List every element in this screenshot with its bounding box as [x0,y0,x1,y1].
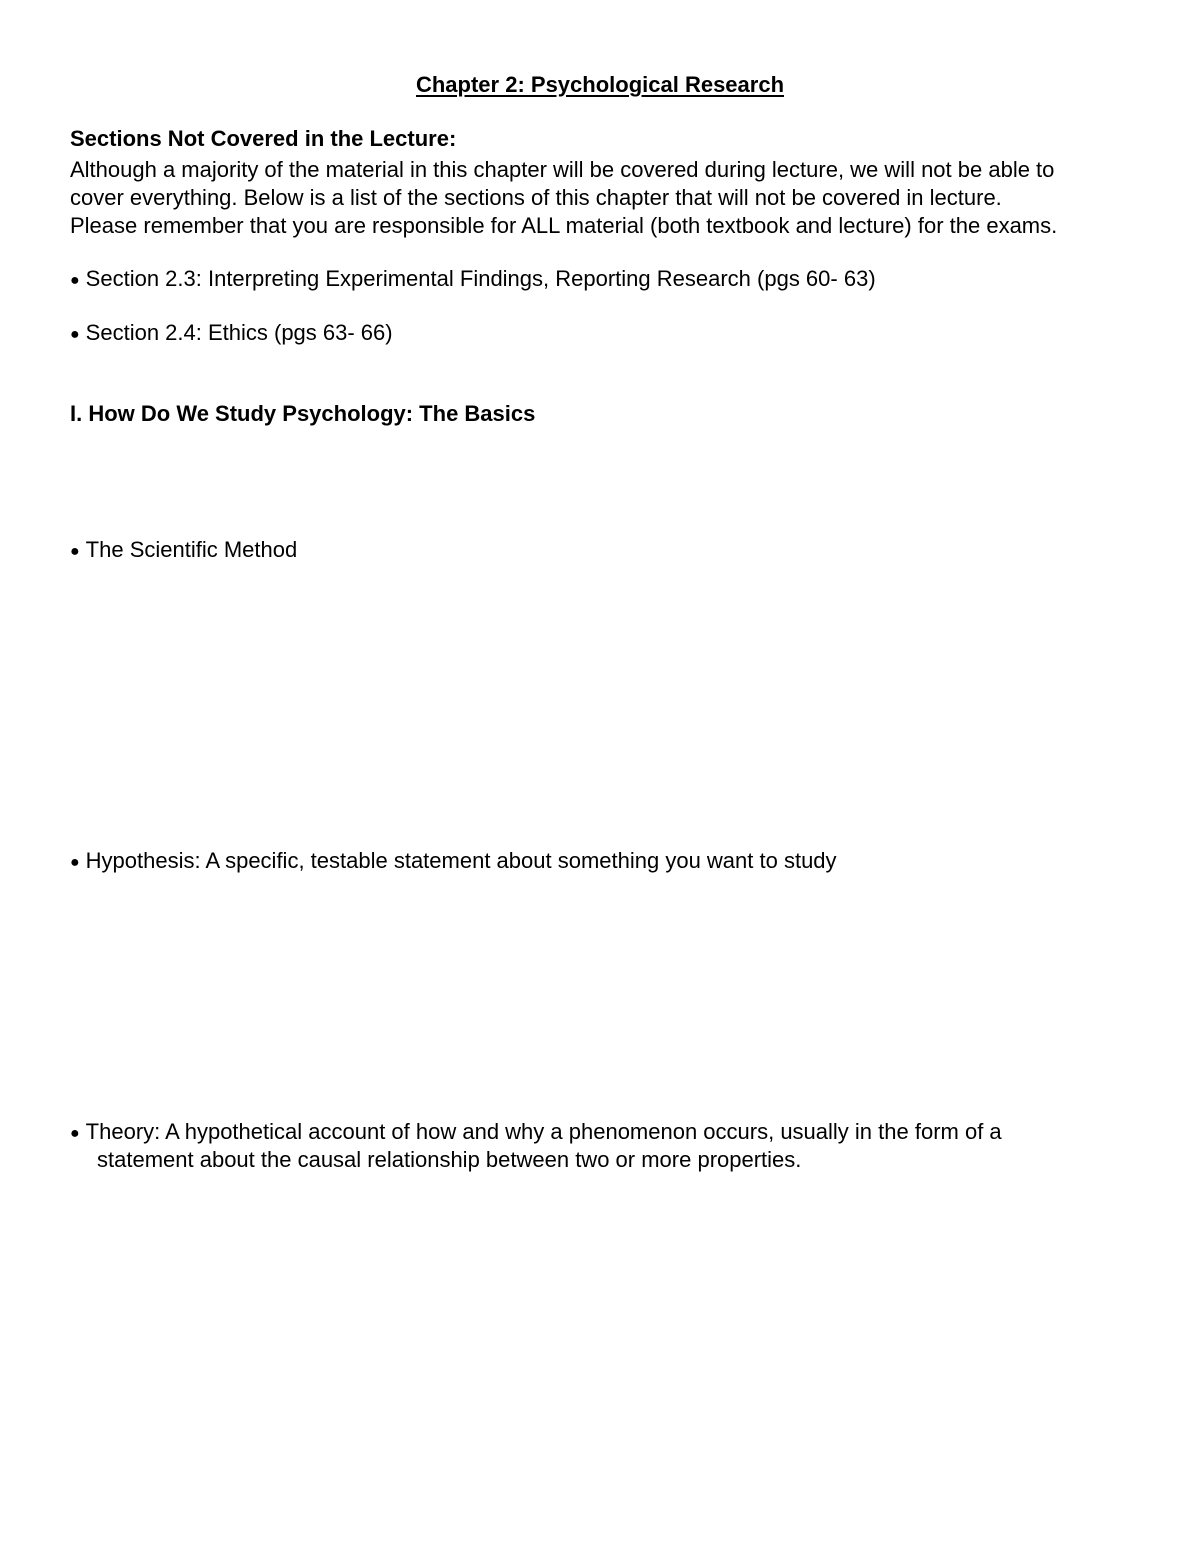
bullet-icon: ● [70,1125,80,1142]
page-title: Chapter 2: Psychological Research [415,72,785,97]
list-item-text: Theory: A hypothetical account of how and why a phenomenon occurs, usually in the form of a [85,1119,1002,1144]
theory-item [70,1118,1002,1148]
list-item-text: Section 2.3: Interpreting Experimental Findings, Reporting Research (pgs 60- 63) [85,266,876,291]
list-item-text: Section 2.4: Ethics (pgs 63- 66) [85,320,393,345]
not-covered-item-2-3 [70,265,876,295]
bullet-icon: ● [70,854,80,871]
intro-line-1: Although a majority of the material in this chapter will be covered during lecture, we will not be able to [70,157,1055,182]
list-item-text: The Scientific Method [85,537,298,562]
list-item-text: Hypothesis: A specific, testable statement about something you want to study [85,848,837,873]
bullet-icon: ● [70,272,80,289]
theory-item-continuation: statement about the causal relationship between two or more properties. [97,1147,802,1172]
hypothesis-item [70,847,837,877]
not-covered-item-2-4 [70,319,393,349]
intro-line-3: Please remember that you are responsible for ALL material (both textbook and lecture) for the exams. [70,213,1058,238]
section-one-heading: I. How Do We Study Psychology: The Basics [70,401,536,426]
bullet-icon: ● [70,543,80,560]
intro-line-2: cover everything. Below is a list of the sections of this chapter that will not be covered in lecture. [70,185,1002,210]
not-covered-heading: Sections Not Covered in the Lecture: [70,126,457,151]
bullet-icon: ● [70,326,80,343]
scientific-method-item [70,536,297,566]
